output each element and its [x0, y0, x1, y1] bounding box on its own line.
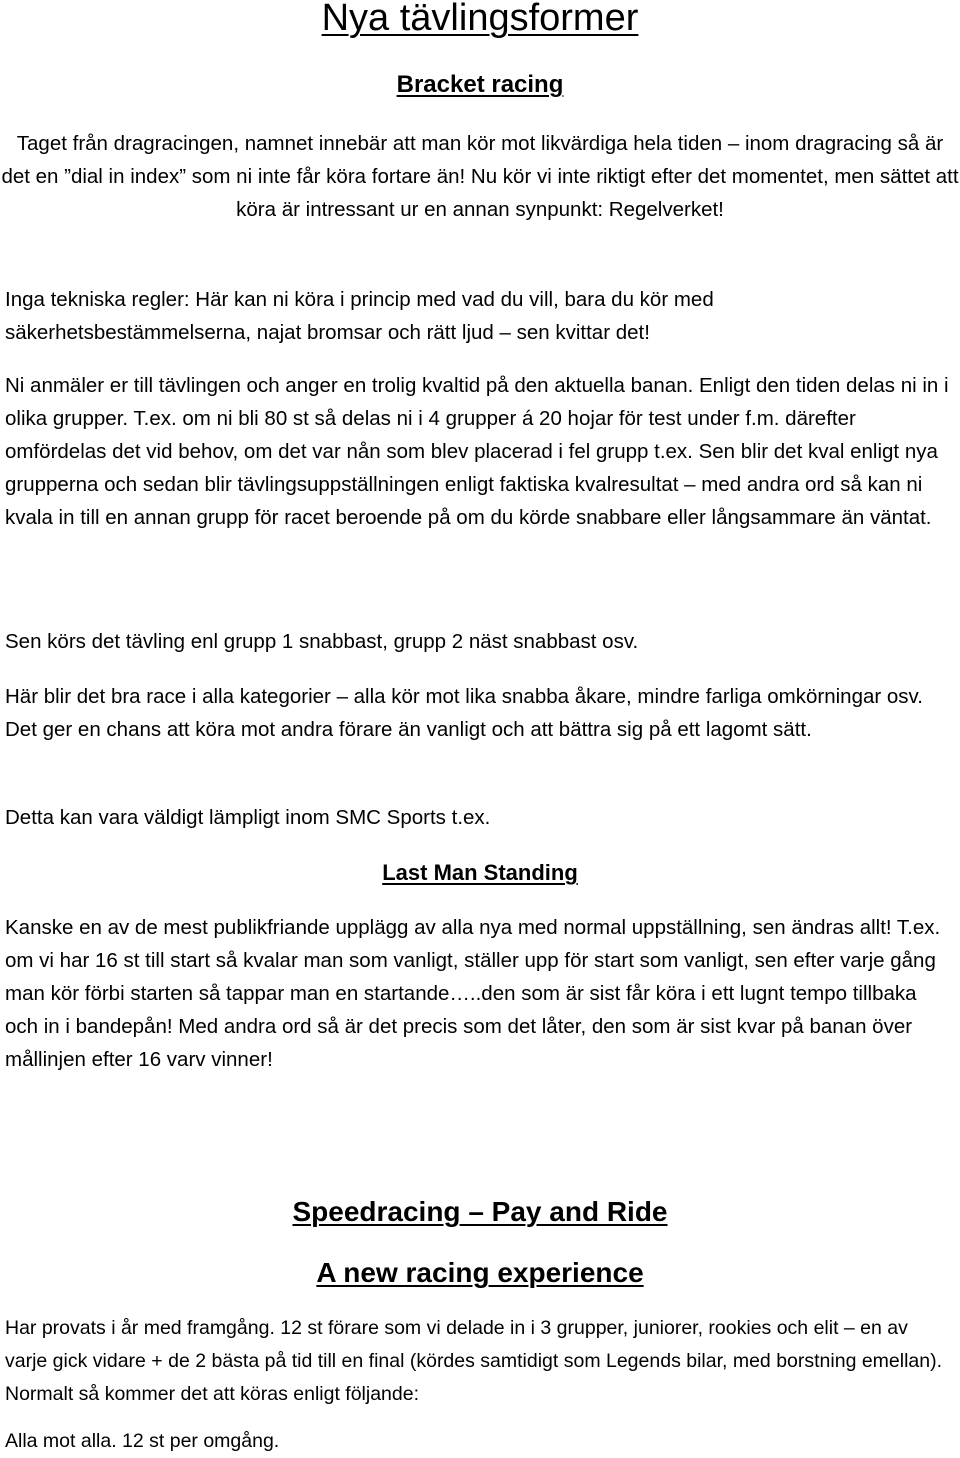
speedracing-format-paragraph: Alla mot alla. 12 st per omgång. — [5, 1430, 280, 1452]
section-heading-speedracing: Speedracing – Pay and Ride — [292, 1196, 668, 1227]
last-man-standing-paragraph: Kanske en av de mest publikfriande upplägg av alla nya med normal uppställning, sen ändras allt! T.ex. om vi har 16 st till start så kvalar man som vanligt, ställer upp för start som vanligt, sen efter varje gång man kör förbi starten så tappar man en startande…..den som är sist får köra i ett lugnt tempo tillbaka och in i bandepån! Med andra ord så är det precis som det låter, den som är sist kvar på banan över mållinjen efter 16 varv vinner! — [5, 916, 941, 1071]
bracket-registration-paragraph: Ni anmäler er till tävlingen och anger en trolig kvaltid på den aktuella banan. Enligt den tiden delas ni in i olika grupper. T.ex. om ni bli 80 st så delas ni i 4 grupper á 20 hojar för test under f.m. därefter omfördelas det vid behov, om det var nån som blev placerad i fel grupp t.ex. Sen blir det kval enligt nya grupperna och sedan blir tävlingsuppställningen enligt faktiska kvalresultat – med andra ord så kan ni kvala in till en annan grupp för racet beroende på om du körde snabbare eller långsammare än väntat. — [5, 374, 949, 529]
document-title: Nya tävlingsformer — [321, 0, 639, 39]
section-heading-bracket-racing: Bracket racing — [396, 71, 564, 98]
bracket-rules-paragraph: Inga tekniska regler: Här kan ni köra i princip med vad du vill, bara du kör med säkerhetsbestämmelserna, najat bromsar och rätt ljud – sen kvittar det! — [5, 288, 714, 344]
bracket-intro-paragraph: Taget från dragracingen, namnet innebär att man kör mot likvärdiga hela tiden – inom dragracing så är det en ”dial in index” som ni inte får köra fortare än! Nu kör vi inte riktigt efter det momentet, men sättet att köra är intressant ur en annan synpunkt: Regelverket! — [1, 132, 959, 221]
bracket-suitability-paragraph: Detta kan vara väldigt lämpligt inom SMC Sports t.ex. — [5, 806, 491, 829]
section-heading-last-man-standing: Last Man Standing — [382, 860, 578, 885]
bracket-benefits-paragraph: Här blir det bra race i alla kategorier – alla kör mot lika snabba åkare, mindre farliga omkörningar osv. Det ger en chans att köra mot andra förare än vanligt och att bättra sig på ett lagomt sätt. — [5, 685, 923, 741]
speedracing-paragraph: Har provats i år med framgång. 12 st förare som vi delade in i 3 grupper, juniorer, rookies och elit – en av varje gick vidare + de 2 bästa på tid till en final (kördes samtidigt som Legends bilar, med borstning emellan). Normalt så kommer det att köras enligt följande: — [5, 1317, 943, 1405]
bracket-order-paragraph: Sen körs det tävling enl grupp 1 snabbast, grupp 2 näst snabbast osv. — [5, 630, 639, 653]
section-subheading-new-racing-experience: A new racing experience — [316, 1257, 644, 1288]
